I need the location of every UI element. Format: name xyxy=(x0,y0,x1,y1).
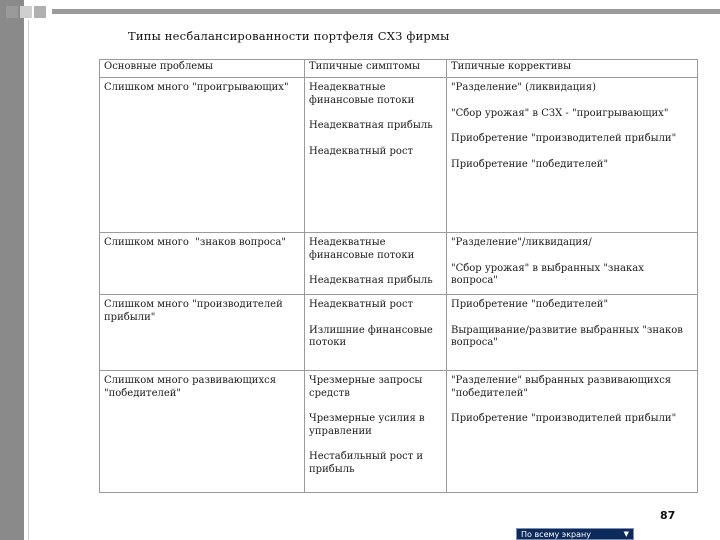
square-icon xyxy=(34,6,46,18)
remedy-text: Приобретение "победителей" xyxy=(451,299,609,310)
square-icon xyxy=(6,6,18,18)
remedies-cell xyxy=(447,78,698,233)
symptom-text: Излишние финансовые потоки xyxy=(309,324,437,348)
remedies-cell xyxy=(447,371,698,493)
symptoms-cell xyxy=(305,78,447,233)
fullscreen-button-label: По всему экрану xyxy=(521,529,591,539)
table-header-row xyxy=(100,60,698,78)
symptom-text: Неадекватная прибыль xyxy=(309,275,433,286)
problem-text: Слишком много "знаков вопроса" xyxy=(104,237,286,248)
remedy-text: "Сбор урожая" в СЗХ - "проигрывающих" xyxy=(451,107,669,119)
symptom-text: Чрезмерные запросы средств xyxy=(309,375,426,399)
column-header-problems: Основные проблемы xyxy=(100,60,305,78)
remedy-text: "Разделение"/ликвидация/ xyxy=(451,237,592,248)
symptom-text: Нестабильный рост и прибыль xyxy=(309,451,427,475)
symptoms-cell xyxy=(305,295,447,371)
problem-text: Слишком много развивающихся "победителей" xyxy=(104,375,280,399)
problem-cell xyxy=(100,371,305,493)
remedy-text: "Сбор урожая" в выбранных "знаках вопроса" xyxy=(451,262,648,286)
remedies-cell xyxy=(447,233,698,295)
page-number: 87 xyxy=(660,509,676,522)
table-row xyxy=(100,371,698,493)
table-row xyxy=(100,295,698,371)
problem-cell xyxy=(100,233,305,295)
column-header-remedies: Типичные коррективы xyxy=(447,60,698,78)
portfolio-imbalance-table xyxy=(99,59,698,493)
symptom-text: Неадекватный рост xyxy=(309,299,414,310)
symptom-text: Неадекватные финансовые потоки xyxy=(309,237,415,261)
page-title: Типы несбалансированности портфеля СХЗ фирмы xyxy=(128,29,450,43)
left-panel xyxy=(0,0,24,540)
symptoms-cell xyxy=(305,371,447,493)
problem-cell xyxy=(100,295,305,371)
fullscreen-button[interactable] xyxy=(516,528,634,540)
symptoms-cell xyxy=(305,233,447,295)
remedy-text: Приобретение "производителей прибыли" xyxy=(451,133,677,144)
table-row xyxy=(100,78,698,233)
remedy-text: Выращивание/развитие выбранных "знаков вопроса" xyxy=(451,324,687,348)
remedies-cell xyxy=(447,295,698,371)
remedy-text: Приобретение "производителей прибыли" xyxy=(451,413,677,424)
chevron-down-icon: ▼ xyxy=(623,530,629,538)
symptom-text: Неадекватный рост xyxy=(309,145,414,157)
remedy-text: "Разделение" (ликвидация) xyxy=(451,82,597,93)
table-row xyxy=(100,233,698,295)
remedy-text: Приобретение "победителей" xyxy=(451,158,609,170)
symptom-text: Чрезмерные усилия в управлении xyxy=(309,413,428,437)
symptom-text: Неадекватная прибыль xyxy=(309,120,433,131)
square-icon xyxy=(20,6,32,18)
problem-cell xyxy=(100,78,305,233)
problem-text: Слишком много "производителей прибыли" xyxy=(104,299,299,323)
decorative-bar xyxy=(52,9,720,14)
remedy-text: "Разделение" выбранных развивающихся "победителей" xyxy=(451,375,675,399)
symptom-text: Неадекватные финансовые потоки xyxy=(309,82,415,106)
problem-text: Слишком много "проигрывающих" xyxy=(104,82,289,93)
decorative-squares xyxy=(6,6,46,18)
column-header-symptoms: Типичные симптомы xyxy=(305,60,447,78)
